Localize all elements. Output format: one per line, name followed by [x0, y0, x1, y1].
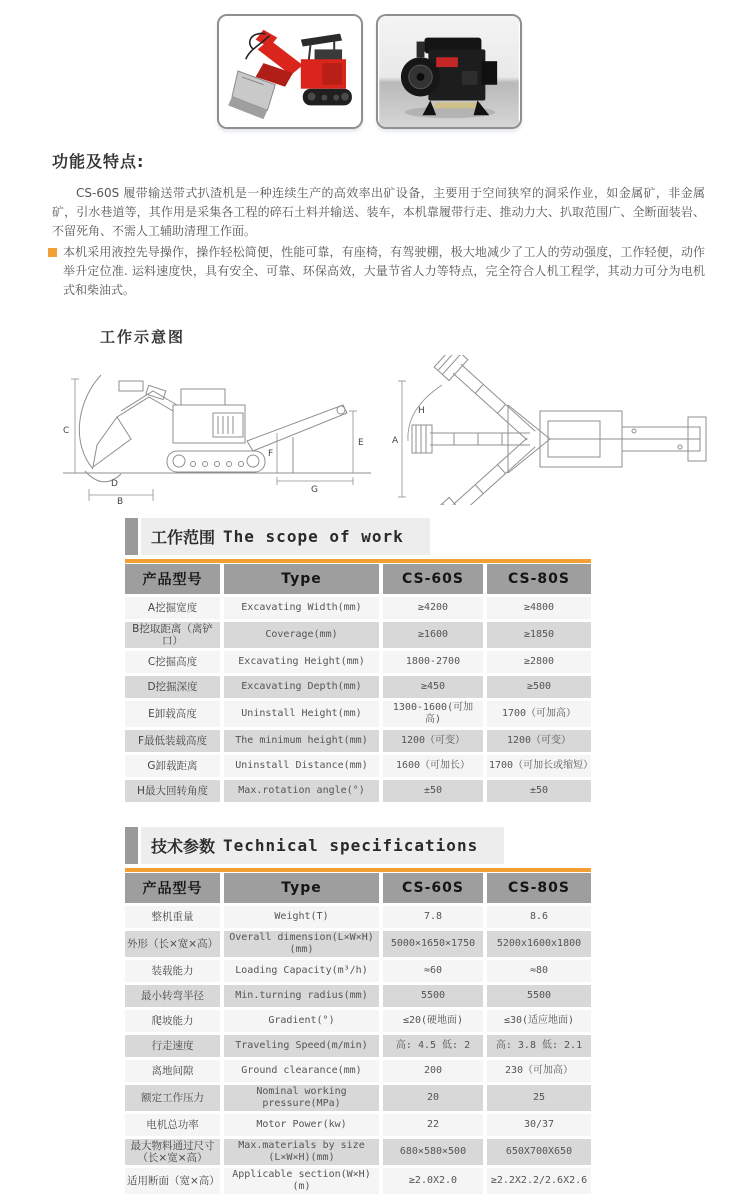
table-cell: H最大回转角度 [125, 780, 220, 802]
scope-table [125, 564, 594, 802]
diagram-heading: 工作示意图 [100, 328, 186, 346]
table-cell: Uninstall Height(mm) [224, 701, 379, 727]
working-diagram [55, 355, 738, 505]
table-cell: ≥2.0X2.0 [383, 1168, 483, 1194]
scope-title-en: The scope of work [223, 527, 404, 546]
table-cell: ≈80 [487, 960, 591, 982]
table-cell: D挖掘深度 [125, 676, 220, 698]
table-cell: 1300-1600(可加高) [383, 701, 483, 727]
specs-section-title [125, 827, 591, 864]
table-cell: 5200x1600x1800 [487, 931, 591, 957]
features-bullet-text: 本机采用液控先导操作，操作轻松简便，性能可靠，有座椅，有驾驶棚，极大地减少了工人的劳动强度，工作轻便，动作举升定位准. 运料速度快，具有安全、可靠、环保高效，大量节省人力等特点，完全符合人机工程学，其动力可分为电机式和柴油式。 [63, 245, 705, 297]
table-cell: 行走速度 [125, 1035, 220, 1057]
table-cell: E卸载高度 [125, 701, 220, 727]
table-cell: 最小转弯半径 [125, 985, 220, 1007]
table-cell: C挖掘高度 [125, 651, 220, 673]
table-cell: 5500 [487, 985, 591, 1007]
features-intro-paragraph: CS-60S 履带输送带式扒渣机是一种连续生产的高效率出矿设备，主要用于空间狭窄的洞采作业，如金属矿，非金属矿，引水巷道等，其作用是采集各工程的碎石土料并输送、装车，本机靠履带行走、推动力大、扒取范围广、全断面装岩、不留死角、不需人工辅助清理工作面。 [52, 186, 705, 238]
table-cell: 高: 3.8 低: 2.1 [487, 1035, 591, 1057]
table-cell: ≥1850 [487, 622, 591, 648]
mucking-loader-illustration [219, 16, 361, 127]
dim-label-e: E [358, 438, 364, 448]
table-cell: 230（可加高） [487, 1060, 591, 1082]
technical-specs-section [125, 827, 591, 1194]
table-cell: ≥2.2X2.2/2.6X2.6 [487, 1168, 591, 1194]
table-cell: 离地间隙 [125, 1060, 220, 1082]
table-cell: Weight(T) [224, 906, 379, 928]
dim-label-d: D [111, 479, 118, 489]
table-cell: Excavating Depth(mm) [224, 676, 379, 698]
table-cell: 5000×1650×1750 [383, 931, 483, 957]
scope-section-title [125, 518, 591, 555]
table-cell: 装载能力 [125, 960, 220, 982]
table-cell: ≥4200 [383, 597, 483, 619]
scope-col-header-model: 产品型号 [125, 564, 220, 594]
table-cell: Coverage(mm) [224, 622, 379, 648]
table-cell: ±50 [487, 780, 591, 802]
table-cell: The minimum height(mm) [224, 730, 379, 752]
table-cell: 高: 4.5 低: 2 [383, 1035, 483, 1057]
table-cell: 680×580×500 [383, 1139, 483, 1165]
table-cell: Min.turning radius(mm) [224, 985, 379, 1007]
table-cell: 22 [383, 1114, 483, 1136]
table-cell: ≥2800 [487, 651, 591, 673]
table-cell: ±50 [383, 780, 483, 802]
table-cell: 1600（可加长） [383, 755, 483, 777]
specs-col-header-cs80s: CS-80S [487, 873, 591, 903]
dim-label-b: B [117, 497, 124, 505]
table-cell: 适用断面（宽×高） [125, 1168, 220, 1194]
table-cell: 爬坡能力 [125, 1010, 220, 1032]
table-cell: Max.rotation angle(°) [224, 780, 379, 802]
table-cell: Gradient(°) [224, 1010, 379, 1032]
table-cell: Loading Capacity(m³/h) [224, 960, 379, 982]
table-cell: 1700（可加长或缩短） [487, 755, 591, 777]
table-cell: 25 [487, 1085, 591, 1111]
table-cell: ≈60 [383, 960, 483, 982]
dim-label-h: H [418, 406, 425, 416]
features-bullet-item [52, 243, 705, 300]
table-cell: ≥500 [487, 676, 591, 698]
diesel-engine-photo [376, 14, 522, 129]
table-cell: 整机重量 [125, 906, 220, 928]
scope-col-header-cs60s: CS-60S [383, 564, 483, 594]
table-cell: Max.materials by size (L×W×H)(mm) [224, 1139, 379, 1165]
dimension-drawing [55, 355, 710, 505]
table-cell: 20 [383, 1085, 483, 1111]
table-cell: Excavating Width(mm) [224, 597, 379, 619]
features-section [52, 149, 705, 300]
table-cell: Motor Power(kw) [224, 1114, 379, 1136]
table-cell: 1200（可变） [487, 730, 591, 752]
table-cell: Applicable section(W×H)(m) [224, 1168, 379, 1194]
table-cell: 1200（可变） [383, 730, 483, 752]
scope-of-work-section [125, 518, 594, 802]
table-cell: 外形（长×宽×高） [125, 931, 220, 957]
grey-bar-icon [125, 827, 138, 864]
table-cell: Excavating Height(mm) [224, 651, 379, 673]
table-cell: 650X700X650 [487, 1139, 591, 1165]
orange-accent-line [125, 868, 591, 872]
table-cell: 5500 [383, 985, 483, 1007]
table-cell: Nominal working pressure(MPa) [224, 1085, 379, 1111]
specs-title-en: Technical specifications [223, 836, 479, 855]
product-images [0, 0, 738, 129]
table-cell: Ground clearance(mm) [224, 1060, 379, 1082]
mucking-loader-photo [217, 14, 363, 129]
table-cell: 200 [383, 1060, 483, 1082]
table-cell: B挖取距离（离铲口） [125, 622, 220, 648]
dim-label-g: G [311, 485, 318, 495]
grey-bar-icon [125, 518, 138, 555]
specs-col-header-type: Type [224, 873, 379, 903]
table-cell: ≤30(适应地面) [487, 1010, 591, 1032]
table-cell: 8.6 [487, 906, 591, 928]
dim-label-a: A [392, 436, 399, 446]
dim-label-c: C [63, 426, 70, 436]
table-cell: 最大物料通过尺寸（长×宽×高） [125, 1139, 220, 1165]
table-cell: 1700（可加高） [487, 701, 591, 727]
table-cell: ≤20(硬地面) [383, 1010, 483, 1032]
scope-title-text [141, 518, 430, 555]
table-cell: ≥450 [383, 676, 483, 698]
orange-square-bullet-icon [48, 248, 57, 257]
specs-col-header-cs60s: CS-60S [383, 873, 483, 903]
table-cell: Overall dimension(L×W×H)(mm) [224, 931, 379, 957]
specs-title-text [141, 827, 504, 864]
features-heading: 功能及特点: [52, 152, 145, 171]
specs-title-cn: 技术参数 [151, 837, 216, 856]
table-cell: Traveling Speed(m/min) [224, 1035, 379, 1057]
dim-label-f: F [268, 449, 274, 459]
table-cell: A挖掘宽度 [125, 597, 220, 619]
orange-accent-line [125, 559, 591, 563]
table-cell: ≥4800 [487, 597, 591, 619]
table-cell: 电机总功率 [125, 1114, 220, 1136]
table-cell: 1800-2700 [383, 651, 483, 673]
table-cell: 30/37 [487, 1114, 591, 1136]
table-cell: ≥1600 [383, 622, 483, 648]
specs-col-header-model: 产品型号 [125, 873, 220, 903]
diesel-engine-illustration [378, 16, 520, 127]
specs-table [125, 873, 591, 1194]
table-cell: 7.8 [383, 906, 483, 928]
scope-col-header-cs80s: CS-80S [487, 564, 591, 594]
table-cell: Uninstall Distance(mm) [224, 755, 379, 777]
table-cell: G卸载距离 [125, 755, 220, 777]
scope-title-cn: 工作范围 [151, 528, 216, 547]
table-cell: F最低装载高度 [125, 730, 220, 752]
scope-col-header-type: Type [224, 564, 379, 594]
table-cell: 额定工作压力 [125, 1085, 220, 1111]
